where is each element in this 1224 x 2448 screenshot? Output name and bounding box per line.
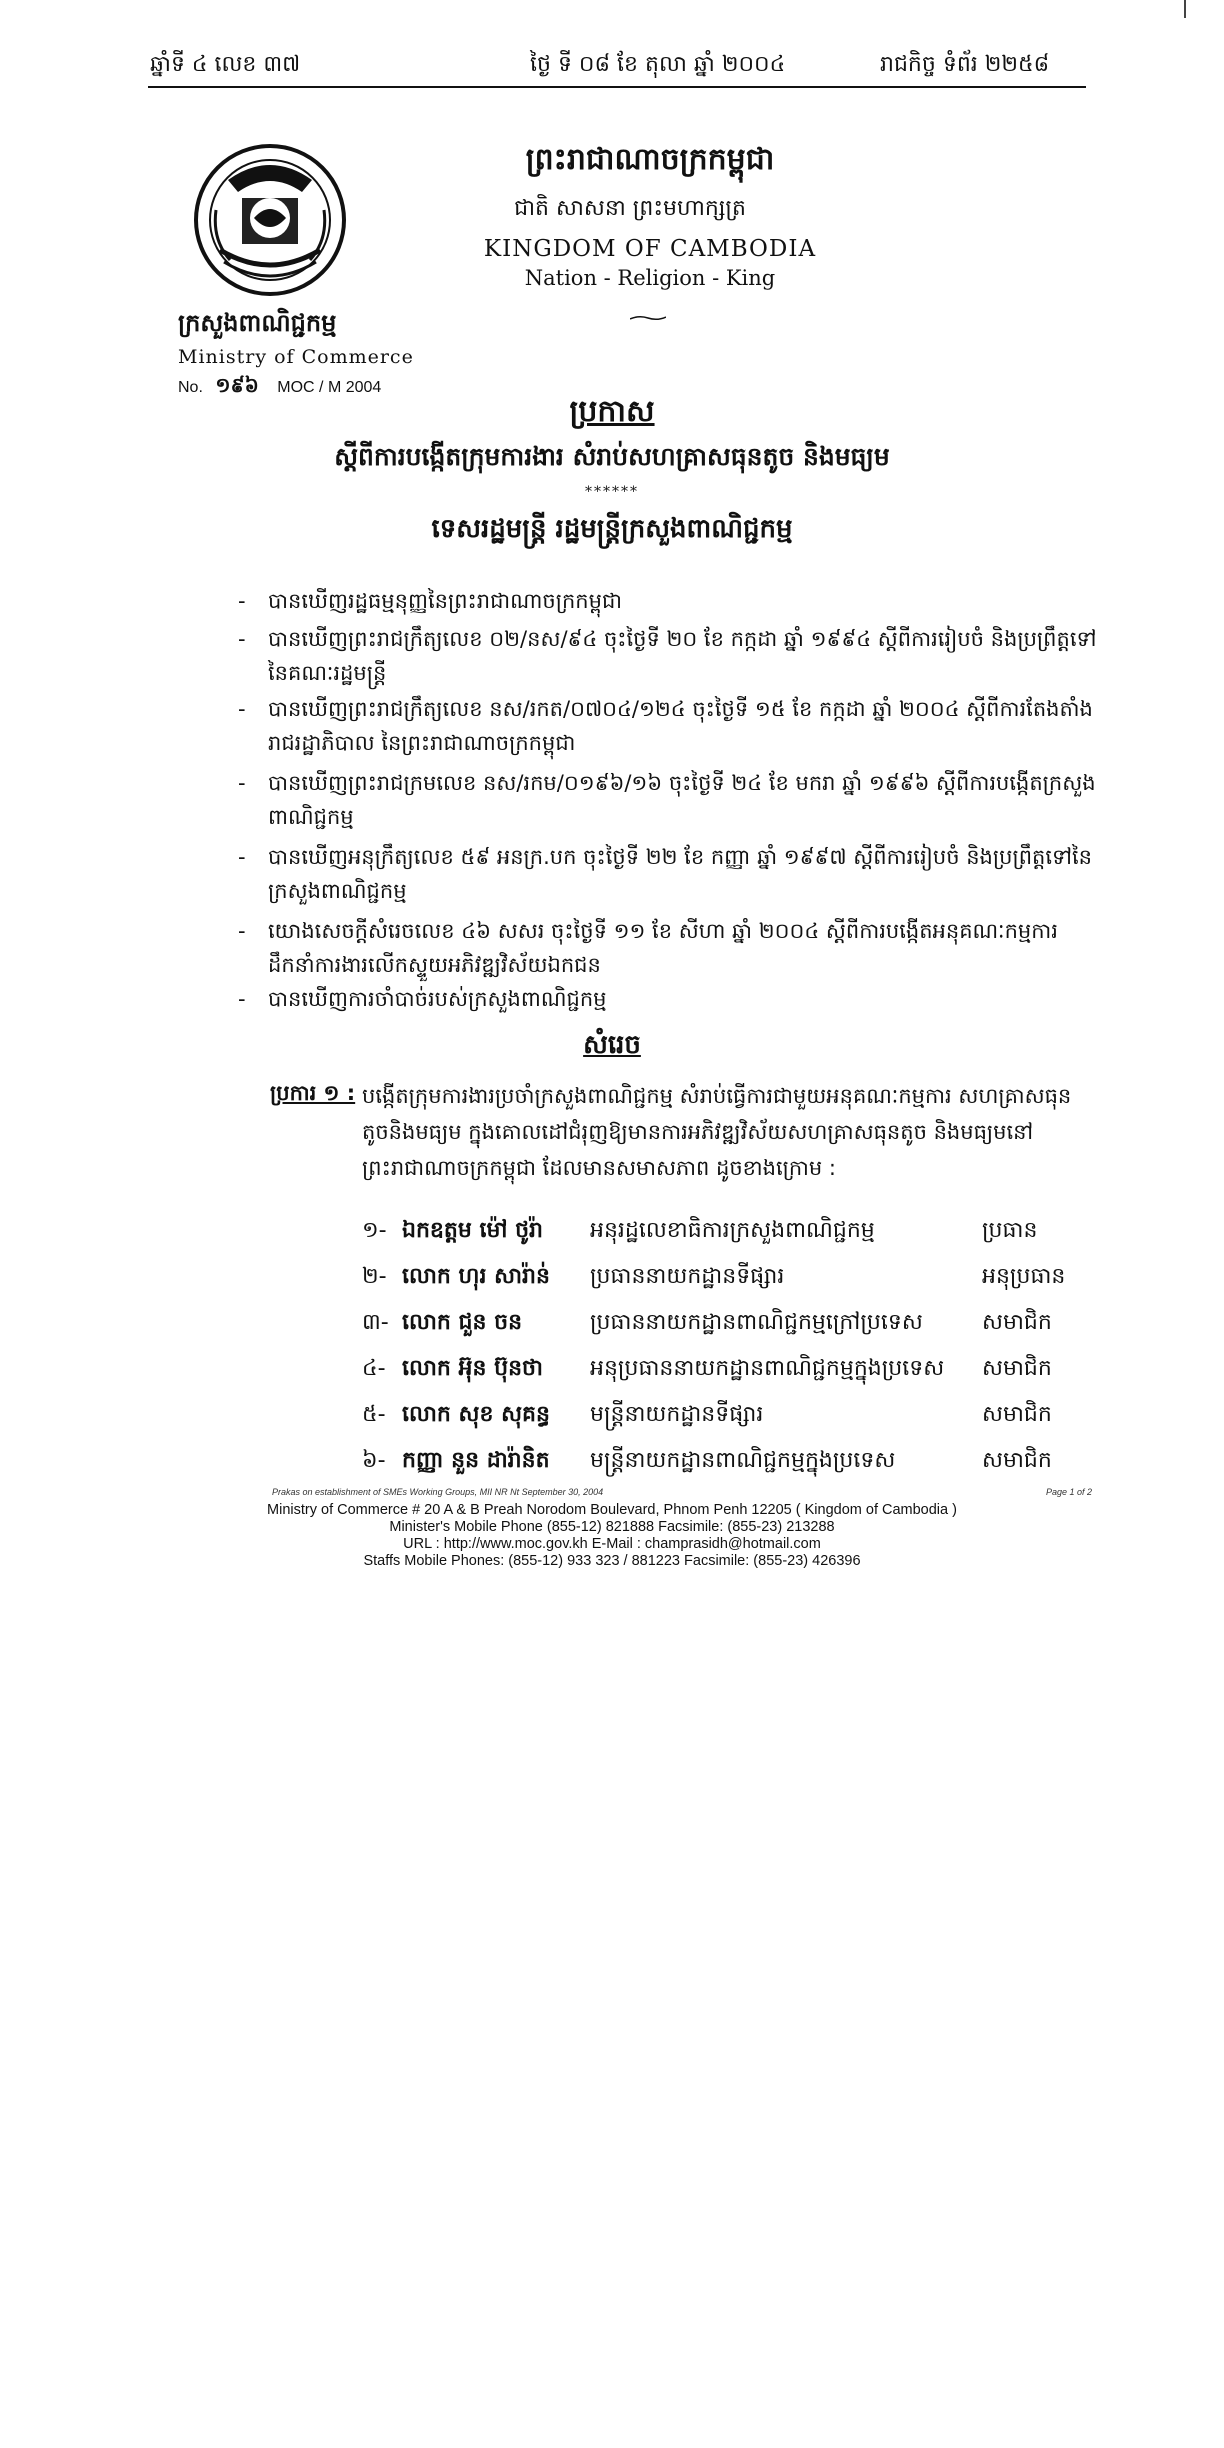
- decides-heading: សំរេច: [583, 1030, 641, 1060]
- member-position: មន្ត្រីនាយកដ្ឋានទីផ្សារ: [590, 1402, 764, 1427]
- member-position: អនុប្រធាននាយកដ្ឋានពាណិជ្ជកម្មក្នុងប្រទេស: [590, 1356, 945, 1381]
- kingdom-motto-kh: ជាតិ សាសនា ព្រះមហាក្សត្រ: [514, 196, 746, 221]
- member-position: អនុរដ្ឋលេខាធិការក្រសួងពាណិជ្ជកម្ម: [590, 1218, 875, 1243]
- ministry-name-en: Ministry of Commerce: [178, 346, 414, 368]
- member-name: លោក សុខ សុគន្ធ: [402, 1402, 550, 1427]
- recital-item: - យោងសេចក្តីសំរេចលេខ ៤៦ សសរ ចុះថ្ងៃទី ១១ ខែ សីហា ឆ្នាំ ២០០៤ ស្តីពីការបង្កើតអនុគណៈកម្មការដឹកនាំការងារលើកស្ទួយអភិវឌ្ឍវិស័យឯកជន: [238, 919, 1058, 977]
- article-text: បង្កើតក្រុមការងារប្រចាំក្រសួងពាណិជ្ជកម្ម សំរាប់ធ្វើការជាមួយអនុគណៈកម្មការ សហគ្រាសធុនតូចនិងមធ្យម ក្នុងគោលដៅជំរុញឱ្យមានការអភិវឌ្ឍវិស័យសហគ្រាសធុនតូច និងមធ្យមនៅព្រះរាជាណាចក្រកម្ពុជា ដែលមានសមាសភាព ដូចខាងក្រោម :: [362, 1084, 1072, 1180]
- ref-suffix: MOC / M 2004: [277, 379, 382, 396]
- recital-item: - បានឃើញអនុក្រឹត្យលេខ ៥៩ អនក្រ.បក ចុះថ្ងៃទី ២២ ខែ កញ្ញា ឆ្នាំ ១៩៩៧ ស្តីពីការរៀបចំ និងប្រព្រឹត្តទៅនៃក្រសួងពាណិជ្ជកម្ម: [238, 845, 1093, 903]
- recital-item: - បានឃើញរដ្ឋធម្មនុញ្ញនៃព្រះរាជាណាចក្រកម្ពុជា: [238, 589, 622, 613]
- recital-text: បានឃើញព្រះរាជក្រមលេខ នស/រកម/០១៩៦/១៦ ចុះថ្ងៃទី ២៤ ខែ មករា ឆ្នាំ ១៩៩៦ ស្តីពីការបង្កើតក្រសួងពាណិជ្ជកម្ម: [268, 771, 1096, 829]
- member-role: សមាជិក: [982, 1402, 1052, 1427]
- subject-stars: ******: [585, 484, 639, 500]
- recital-item: - បានឃើញព្រះរាជក្រឹត្យលេខ នស/រកត/០៧០៤/១២៤ ចុះថ្ងៃទី ១៥ ខែ កក្កដា ឆ្នាំ ២០០៤ ស្តីពីការតែងតាំងរាជរដ្ឋាភិបាល នៃព្រះរាជាណាចក្រកម្ពុជា: [238, 697, 1093, 755]
- article-label: ប្រការ ១ :: [270, 1081, 356, 1105]
- page-note-left: Prakas on establishment of SMEs Working Groups, MII NR Nt September 30, 2004: [272, 1487, 604, 1497]
- recital-text: បានឃើញព្រះរាជក្រឹត្យលេខ នស/រកត/០៧០៤/១២៤ ចុះថ្ងៃទី ១៥ ខែ កក្កដា ឆ្នាំ ២០០៤ ស្តីពីការតែងតាំងរាជរដ្ឋាភិបាល នៃព្រះរាជាណាចក្រកម្ពុជា: [268, 697, 1093, 755]
- recital-item: - បានឃើញការចាំបាច់របស់ក្រសួងពាណិជ្ជកម្ម: [238, 987, 607, 1011]
- ornament-icon: [630, 306, 666, 312]
- footer-block: [0, 1502, 1224, 1570]
- gazette-page: រាជកិច្ច ទំព័រ ២២៥៨: [880, 52, 1050, 77]
- ministry-emblem-icon: [190, 140, 350, 300]
- recital-text: បានឃើញការចាំបាច់របស់ក្រសួងពាណិជ្ជកម្ម: [268, 987, 607, 1011]
- recital-text: បានឃើញព្រះរាជក្រឹត្យលេខ ០២/នស/៩៤ ចុះថ្ងៃទី ២០ ខែ កក្កដា ឆ្នាំ ១៩៩៤ ស្តីពីការរៀបចំ និងប្រព្រឹត្តទៅនៃគណៈរដ្ឋមន្ត្រី: [268, 627, 1097, 685]
- member-name: លោក ហុរ សារ៉ាន់: [402, 1264, 550, 1289]
- recital-text: បានឃើញរដ្ឋធម្មនុញ្ញនៃព្រះរាជាណាចក្រកម្ពុជា: [268, 589, 622, 613]
- kingdom-title-en: KINGDOM OF CAMBODIA: [483, 236, 817, 262]
- recital-item: - បានឃើញព្រះរាជក្រឹត្យលេខ ០២/នស/៩៤ ចុះថ្ងៃទី ២០ ខែ កក្កដា ឆ្នាំ ១៩៩៤ ស្តីពីការរៀបចំ និងប្រព្រឹត្តទៅនៃគណៈរដ្ឋមន្ត្រី: [238, 627, 1097, 685]
- member-number: ១-: [362, 1218, 387, 1243]
- member-position: ប្រធាននាយកដ្ឋានពាណិជ្ជកម្មក្រៅប្រទេស: [590, 1310, 923, 1335]
- member-number: ៣-: [362, 1310, 389, 1335]
- recital-text: យោងសេចក្តីសំរេចលេខ ៤៦ សសរ ចុះថ្ងៃទី ១១ ខែ សីហា ឆ្នាំ ២០០៤ ស្តីពីការបង្កើតអនុគណៈកម្មការដឹកនាំការងារលើកស្ទួយអភិវឌ្ឍវិស័យឯកជន: [268, 919, 1058, 977]
- page-note-right: Page 1 of 2: [1046, 1487, 1093, 1497]
- member-number: ៤-: [362, 1356, 386, 1381]
- member-position: មន្ត្រីនាយកដ្ឋានពាណិជ្ជកម្មក្នុងប្រទេស: [590, 1448, 896, 1473]
- issuer-title: ទេសរដ្ឋមន្ត្រី រដ្ឋមន្ត្រីក្រសួងពាណិជ្ជកម្ម: [431, 514, 793, 544]
- ministry-name-kh: ក្រសួងពាណិជ្ជកម្ម: [178, 309, 337, 337]
- member-role: សមាជិក: [982, 1310, 1052, 1335]
- margin-mark: [1184, 0, 1186, 18]
- member-name: ឯកឧត្តម ម៉ៅ ថូរ៉ា: [402, 1218, 544, 1243]
- member-name: កញ្ញា នួន ដារ៉ានិត: [402, 1448, 550, 1473]
- member-role: សមាជិក: [982, 1356, 1052, 1381]
- member-number: ៥-: [362, 1402, 386, 1427]
- footer-address: Ministry of Commerce # 20 A & B Preah Norodom Boulevard, Phnom Penh 12205 ( Kingdom of Cambodia ): [267, 1502, 957, 1518]
- ref-prefix: No.: [178, 379, 203, 396]
- member-position: ប្រធាននាយកដ្ឋានទីផ្សារ: [590, 1264, 785, 1289]
- document-type: ប្រកាស: [569, 394, 655, 429]
- gazette-issue: ឆ្នាំទី ៤ លេខ ៣៧: [150, 52, 301, 77]
- member-number: ២-: [362, 1264, 387, 1289]
- footer-minister-phone: Minister's Mobile Phone (855-12) 821888 Facsimile: (855-23) 213288: [389, 1519, 835, 1535]
- member-number: ៦-: [362, 1448, 386, 1473]
- footer-staff-phone: Staffs Mobile Phones: (855-12) 933 323 / 881223 Facsimile: (855-23) 426396: [363, 1553, 861, 1569]
- member-name: លោក អ៊ុន ប៊ុនថា: [402, 1356, 544, 1381]
- member-role: សមាជិក: [982, 1448, 1052, 1473]
- member-name: លោក ជួន ចន: [402, 1310, 523, 1335]
- gazette-date: ថ្ងៃ ទី ០៨ ខែ តុលា ឆ្នាំ ២០០៤: [530, 52, 786, 77]
- ref-number: ១៩៦: [215, 373, 259, 397]
- recital-text: បានឃើញអនុក្រឹត្យលេខ ៥៩ អនក្រ.បក ចុះថ្ងៃទី ២២ ខែ កញ្ញា ឆ្នាំ ១៩៩៧ ស្តីពីការរៀបចំ និងប្រព្រឹត្តទៅនៃក្រសួងពាណិជ្ជកម្ម: [268, 845, 1093, 903]
- header-rule: [148, 86, 1086, 88]
- member-role: ប្រធាន: [982, 1218, 1038, 1243]
- kingdom-motto-en: Nation - Religion - King: [524, 266, 776, 290]
- member-role: អនុប្រធាន: [982, 1264, 1066, 1289]
- document-subject: ស្តីពីការបង្កើតក្រុមការងារ សំរាប់សហគ្រាសធុនតូច និងមធ្យម: [334, 442, 890, 471]
- recital-item: - បានឃើញព្រះរាជក្រមលេខ នស/រកម/០១៩៦/១៦ ចុះថ្ងៃទី ២៤ ខែ មករា ឆ្នាំ ១៩៩៦ ស្តីពីការបង្កើតក្រសួងពាណិជ្ជកម្ម: [238, 771, 1096, 829]
- kingdom-title-kh: ព្រះរាជាណាចក្រកម្ពុជា: [525, 142, 775, 177]
- footer-web-email: URL : http://www.moc.gov.kh E-Mail : champrasidh@hotmail.com: [403, 1536, 821, 1552]
